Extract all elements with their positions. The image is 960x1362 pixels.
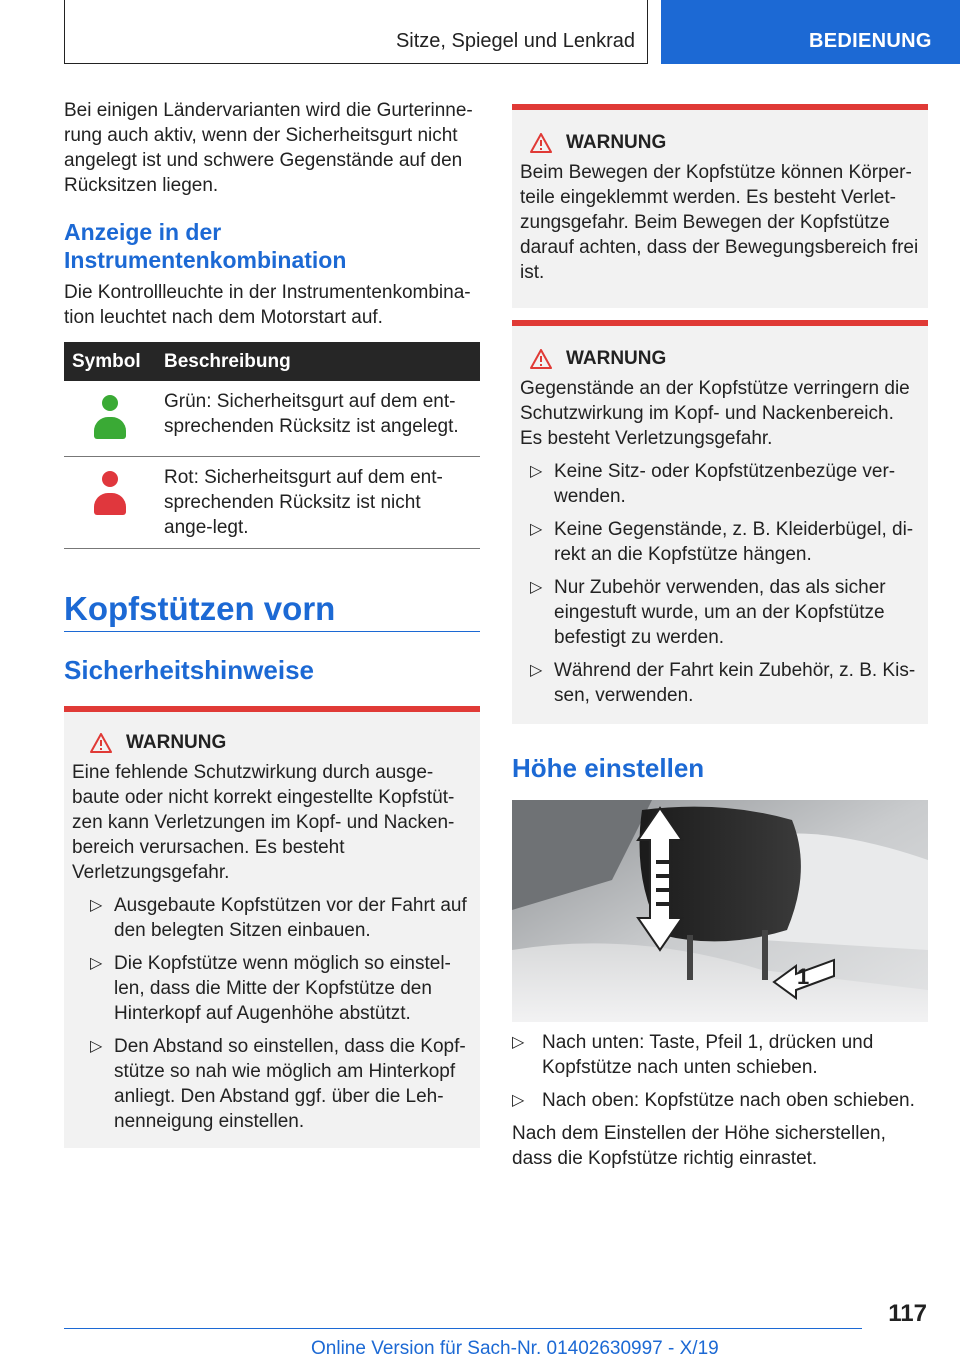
table-header-symbol: Symbol [64,342,156,381]
list-item [512,1088,928,1113]
warning-triangle-icon [530,349,552,369]
icon-head [102,395,118,411]
bullet-triangle-icon: ▷ [90,954,103,972]
table-row [64,381,480,456]
warning-header [72,732,472,754]
seatbelt-green-icon [94,395,126,441]
description-cell: Grün: Sicherheitsgurt auf dem ent-sprechenden Rücksitz ist angelegt. [156,381,480,456]
bullet-triangle-icon: ▷ [530,463,543,480]
bullet-triangle-icon: ▷ [90,1037,103,1055]
header-chapter-box [64,0,648,64]
symbol-cell [64,381,156,456]
warning-text: Beim Bewegen der Kopfstütze können Körper-teile eingeklemmt werden. Es besteht Verlet-zungsgefahr. Beim Bewegen der Kopfstütze darauf achten, dass der Bewegungsbereich frei ist. [520,162,919,283]
section-tab: BEDIENUNG [661,0,960,64]
warning-header [520,132,920,154]
page-number: 117 [888,1300,927,1327]
warning-triangle-icon [530,133,552,153]
warning-box [512,320,928,724]
chapter-title: Sitze, Spiegel und Lenkrad [395,30,635,52]
bullet-triangle-icon: ▷ [512,1034,525,1051]
right-column [512,104,928,1171]
list-item-text: Keine Gegenstände, z. B. Kleiderbügel, di-rekt an die Kopfstütze hängen. [554,519,914,565]
headrest-photo [512,800,928,1022]
main-heading: Kopfstützen vorn [64,589,480,632]
bullet-triangle-icon: ▷ [90,896,103,914]
warning-title: WARNUNG [566,348,667,369]
list-item-text: Nur Zubehör verwenden, das als sicher eingestuft wurde, um an der Kopfstütze befestigt zu werden. [554,577,886,648]
list-item [520,517,920,567]
intro-paragraph: Bei einigen Ländervarianten wird die Gurterinne-rung auch aktiv, wenn der Sicherheitsgurt nicht angelegt ist und schwere Gegenstände auf den Rücksitzen liegen. [64,100,473,196]
list-item-text: Nach unten: Taste, Pfeil 1, drücken und Kopfstütze nach unten schieben. [542,1032,874,1078]
warning-list [80,893,472,1134]
sub-heading: Sicherheitshinweise [64,654,314,685]
hoehe-text: Nach dem Einstellen der Höhe sicherstellen, dass die Kopfstütze richtig einrastet. [512,1123,886,1169]
left-column [64,98,480,1148]
list-item [80,1034,472,1134]
symbol-cell [64,456,156,548]
bullet-triangle-icon: ▷ [530,521,543,538]
list-item-text: Während der Fahrt kein Zubehör, z. B. Kis-sen, verwenden. [554,660,916,706]
bullet-triangle-icon: ▷ [530,662,543,679]
warning-triangle-icon [90,733,112,753]
warning-box [512,104,928,308]
list-item [80,951,472,1026]
bullet-triangle-icon: ▷ [530,579,543,596]
list-item-text: Den Abstand so einstellen, dass die Kopf-stütze so nah wie möglich am Hinterkopf anliegt. Den Abstand ggf. über die Leh-nenneigung einstellen. [114,1035,466,1132]
icon-head [102,471,118,487]
symbol-table [64,342,480,549]
list-item [512,1030,928,1080]
hoehe-heading: Höhe einstellen [512,753,705,783]
list-item-text: Nach oben: Kopfstütze nach oben schieben. [542,1090,915,1111]
description-cell: Rot: Sicherheitsgurt auf dem ent-sprechenden Rücksitz ist nicht ange-legt. [156,456,480,548]
warning-text: Eine fehlende Schutzwirkung durch ausge-baute oder nicht korrekt eingestellte Kopfstüt-zen kann Verletzungen im Kopf- und Nacken-bereich verursachen. Es besteht Verletzungsgefahr. [72,761,455,883]
list-item [520,575,920,650]
list-item-text: Ausgebaute Kopfstützen vor der Fahrt auf den belegten Sitzen einbauen. [114,894,467,941]
warning-text: Gegenstände an der Kopfstütze verringern die Schutzwirkung im Kopf- und Nackenbereich. Es besteht Verletzungsgefahr. [520,378,910,449]
footer-online-version: Online Version für Sach-Nr. 01402630997 - X/19 [311,1338,719,1359]
warning-list [520,459,920,708]
list-item [80,893,472,943]
table-row [64,456,480,548]
photo-callout-number: 1 [797,964,810,989]
bullet-triangle-icon: ▷ [512,1092,525,1109]
warning-title: WARNUNG [566,132,667,153]
warning-box [64,706,480,1148]
list-item [520,459,920,509]
warning-header [520,348,920,370]
seatbelt-red-icon [94,471,126,517]
list-item-text: Die Kopfstütze wenn möglich so einstel-len, dass die Mitte der Kopfstütze den Hinterkopf auf Augenhöhe abstützt. [114,952,451,1024]
table-header-description: Beschreibung [156,342,480,381]
list-item [520,658,920,708]
warning-title: WARNUNG [126,731,227,753]
hoehe-list [512,1030,928,1113]
list-item-text: Keine Sitz- oder Kopfstützenbezüge ver-wenden. [554,461,896,507]
footer-divider [64,1328,862,1329]
anzeige-heading: Anzeige in der Instrumentenkombination [64,219,347,273]
icon-body [94,493,126,515]
icon-body [94,417,126,439]
anzeige-text: Die Kontrollleuchte in der Instrumentenkombina-tion leuchtet nach dem Motorstart auf. [64,282,471,328]
